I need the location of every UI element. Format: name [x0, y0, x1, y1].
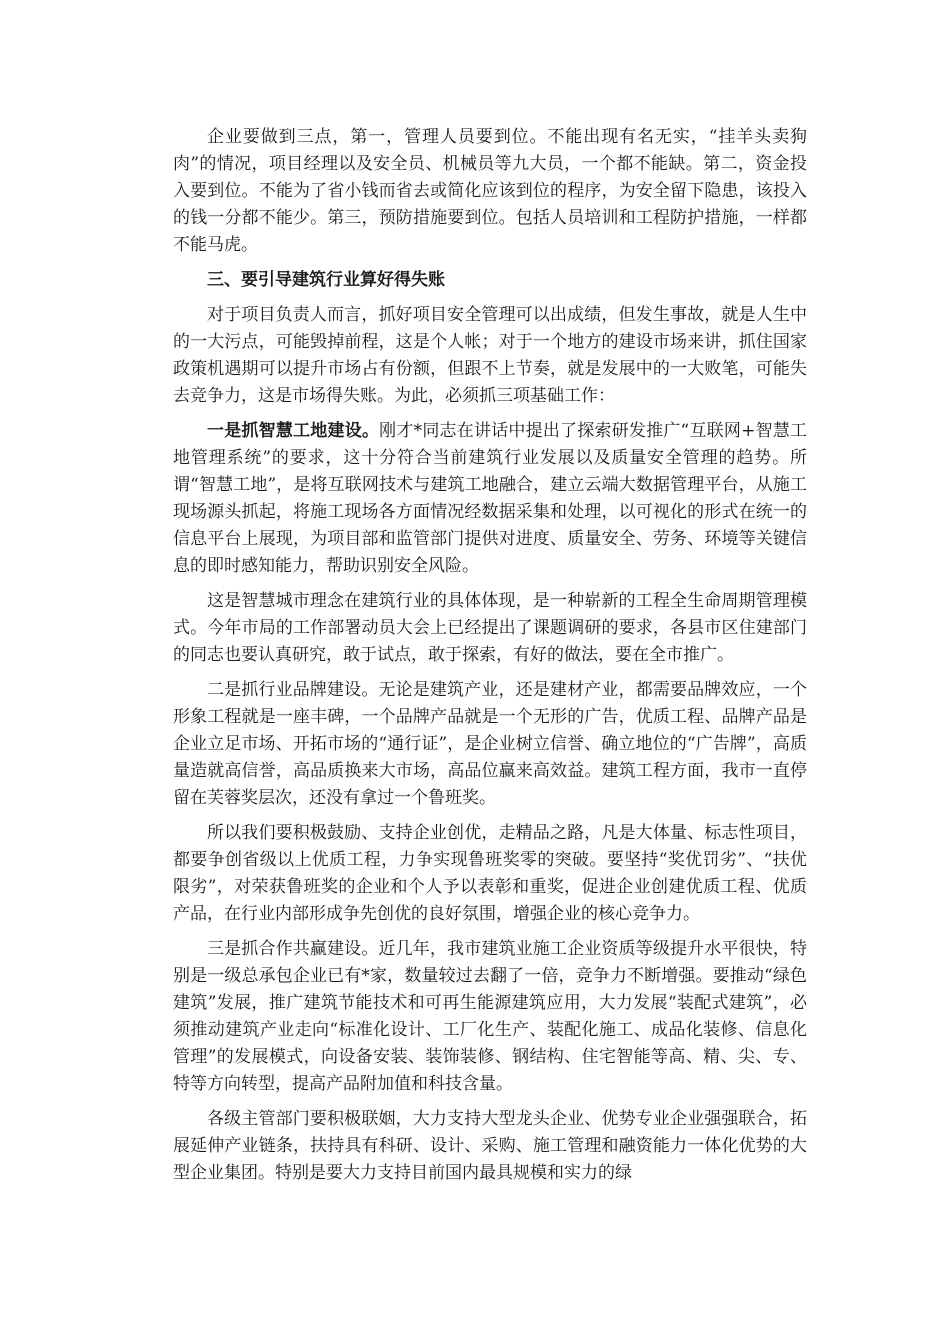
paragraph-1: 企业要做到三点，第一，管理人员要到位。不能出现有名无实，“挂羊头卖狗肉”的情况，项目经理以及安全员、机械员等九大员，一个都不能缺。第二，资金投入要到位。不能为了省小钱而省去或简化应该到位的程序，为安全留下隐患，该投入的钱一分都不能少。第三，预防措施要到位。包括人员培训和工程防护措施，一样都不能马虎。 — [173, 127, 807, 255]
paragraph-3 — [173, 418, 807, 580]
paragraph-7: 三是抓合作共赢建设。近几年，我市建筑业施工企业资质等级提升水平很快，特别是一级总承包企业已有*家，数量较过去翻了一倍，竞争力不断增强。要推动“绿色建筑”发展，推广建筑节能技术和可再生能源建筑应用，大力发展“装配式建筑”，必须推动建筑产业走向“标准化设计、工厂化生产、装配化施工、成品化装修、信息化管理”的发展模式，向设备安装、装饰装修、钢结构、住宅智能等高、精、尖、专、特等方向转型，提高产品附加值和科技含量。 — [173, 939, 807, 1094]
section-heading-text: 三、要引导建筑行业算好得失账 — [207, 270, 445, 290]
paragraph-3-text: 刚才*同志在讲话中提出了探索研发推广“互联网+智慧工地管理系统”的要求，这十分符合当前建筑行业发展以及质量安全管理的趋势。所谓“智慧工地”，是将互联网技术与建筑工地融合，建立云端大数据管理平台，从施工现场源头抓起，将施工现场各方面情况经数据采集和处理，以可视化的形式在统一的信息平台上展现，为项目部和监管部门提供对进度、质量安全、劳务、环境等关键信息的即时感知能力，帮助识别安全风险。 — [173, 421, 808, 576]
paragraph-2: 对于项目负责人而言，抓好项目安全管理可以出成绩，但发生事故，就是人生中的一大污点，可能毁掉前程，这是个人帐；对于一个地方的建设市场来讲，抓住国家政策机遇期可以提升市场占有份额，但跟不上节奏，就是发展中的一大败笔，可能失去竞争力，这是市场得失账。为此，必须抓三项基础工作： — [173, 305, 807, 406]
paragraph-3-lead: 一是抓智慧工地建设。 — [207, 421, 380, 441]
section-heading — [173, 267, 807, 294]
paragraph-4: 这是智慧城市理念在建筑行业的具体体现，是一种崭新的工程全生命周期管理模式。今年市局的工作部署动员大会上已经提出了课题调研的要求，各县市区住建部门的同志也要认真研究，敢于试点，敢于探索，有好的做法，要在全市推广。 — [173, 591, 807, 665]
document-body — [173, 124, 807, 1195]
paragraph-8: 各级主管部门要积极联姻，大力支持大型龙头企业、优势专业企业强强联合，拓展延伸产业链条，扶持具有科研、设计、采购、施工管理和融资能力一体化优势的大型企业集团。特别是要大力支持目前国内最具规模和实力的绿 — [173, 1109, 807, 1183]
paragraph-6: 所以我们要积极鼓励、支持企业创优，走精品之路，凡是大体量、标志性项目，都要争创省级以上优质工程，力争实现鲁班奖零的突破。要坚持“奖优罚劣”、“扶优限劣”，对荣获鲁班奖的企业和个人予以表彰和重奖，促进企业创建优质工程、优质产品，在行业内部形成争先创优的良好氛围，增强企业的核心竞争力。 — [173, 823, 807, 924]
paragraph-5: 二是抓行业品牌建设。无论是建筑产业，还是建材产业，都需要品牌效应，一个形象工程就是一座丰碑，一个品牌产品就是一个无形的广告，优质工程、品牌产品是企业立足市场、开拓市场的“通行证”，是企业树立信誉、确立地位的“广告牌”，高质量造就高信誉，高品质换来大市场，高品位赢来高效益。建筑工程方面，我市一直停留在芙蓉奖层次，还没有拿过一个鲁班奖。 — [173, 680, 807, 808]
